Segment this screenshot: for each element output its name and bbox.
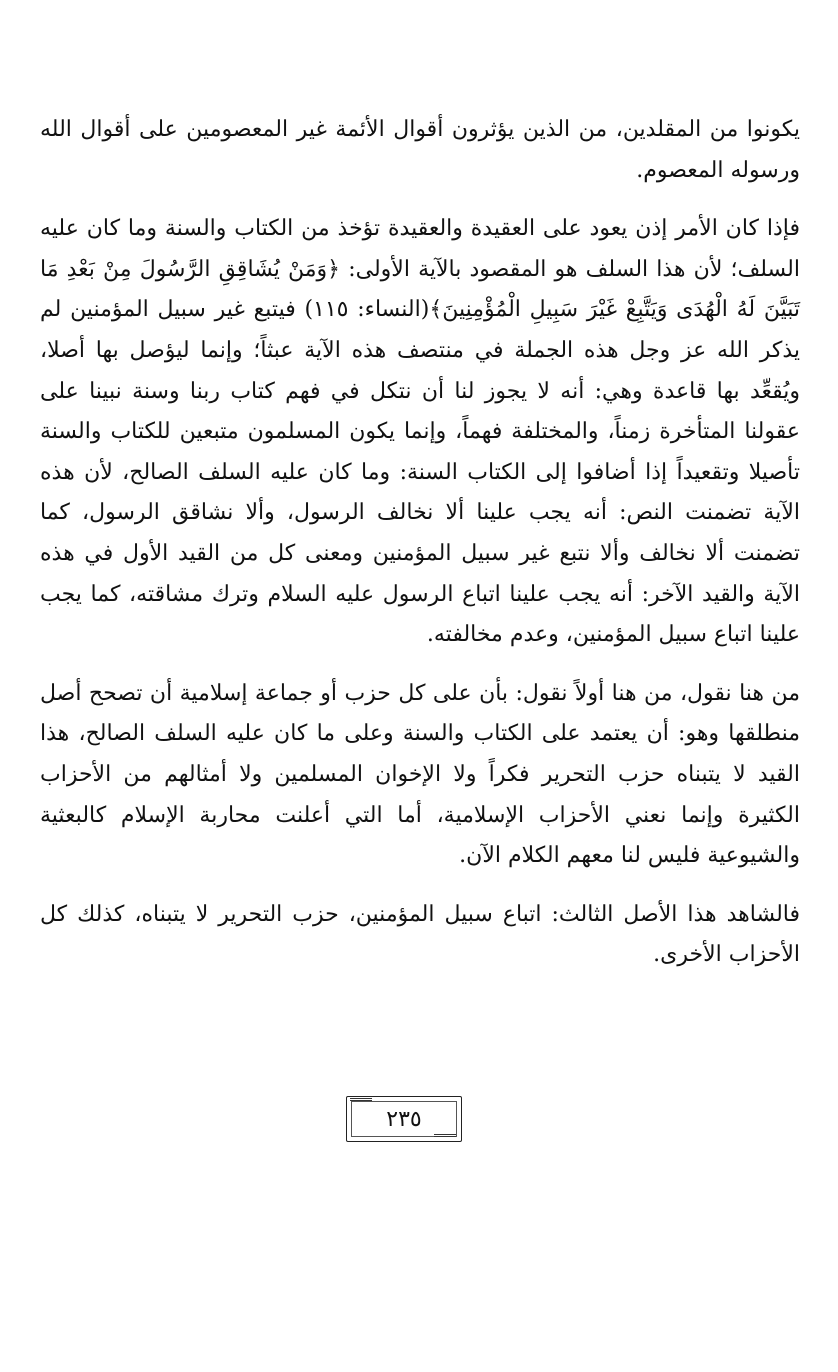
ornament-icon [434,1134,456,1147]
page-number: ٢٣٥ [386,1106,422,1132]
paragraph-2: فإذا كان الأمر إذن يعود على العقيدة والعقيدة تؤخذ من الكتاب والسنة وما كان عليه السلف؛ لأن هذا السلف هو المقصود بالآية الأولى: ﴿وَمَنْ يُشَاقِقِ الرَّسُولَ مِنْ بَعْدِ مَا تَبَيَّنَ لَهُ الْهُدَى وَيَتَّبِعْ غَيْرَ سَبِيلِ الْمُؤْمِنِينَ﴾(النساء: ١١٥) فيتبع غير سبيل المؤمنين لم يذكر الله عز وجل هذه الجملة في منتصف هذه الآية عبثاً؛ وإنما ليؤصل بها أصلا، ويُقعِّد بها قاعدة وهي: أنه لا يجوز لنا أن نتكل في فهم كتاب ربنا وسنة نبينا على عقولنا المتأخرة زمناً، والمختلفة فهماً، وإنما يكون المسلمون متبعين للكتاب والسنة تأصيلا وتقعيداً إذا أضافوا إلى الكتاب السنة: وما كان عليه السلف الصالح، لأن هذه الآية تضمنت النص: أنه يجب علينا ألا نخالف الرسول، وألا نشاقق الرسول، كما تضمنت ألا نخالف وألا نتبع غير سبيل المؤمنين ومعنى كل من القيد الأول في هذه الآية والقيد الآخر: أنه يجب علينا اتباع الرسول عليه السلام وترك مشاقته، كما يجب علينا اتباع سبيل المؤمنين، وعدم مخالفته. [40,216,800,648]
paragraph-3: من هنا نقول، من هنا أولاً نقول: بأن على كل حزب أو جماعة إسلامية أن تصحح أصل منطلقها وهو: أن يعتمد على الكتاب والسنة وعلى ما كان عليه السلف الصالح، هذا القيد لا يتبناه حزب التحرير فكراً ولا الإخوان المسلمين ولا أمثالهم من الأحزاب الكثيرة وإنما نعني الأحزاب الإسلامية، أما التي أعلنت محاربة الإسلام كالبعثية والشيوعية فليس لنا معهم الكلام الآن. [40,680,800,869]
paragraph-4: فالشاهد هذا الأصل الثالث: اتباع سبيل المؤمنين، حزب التحرير لا يتبناه، كذلك كل الأحزاب الأخرى. [40,901,800,968]
paragraph-1: يكونوا من المقلدين، من الذين يؤثرون أقوال الأئمة غير المعصومين على أقوال الله ورسوله المعصوم. [40,117,800,183]
ornament-icon [350,1098,372,1111]
body-text [40,110,800,990]
